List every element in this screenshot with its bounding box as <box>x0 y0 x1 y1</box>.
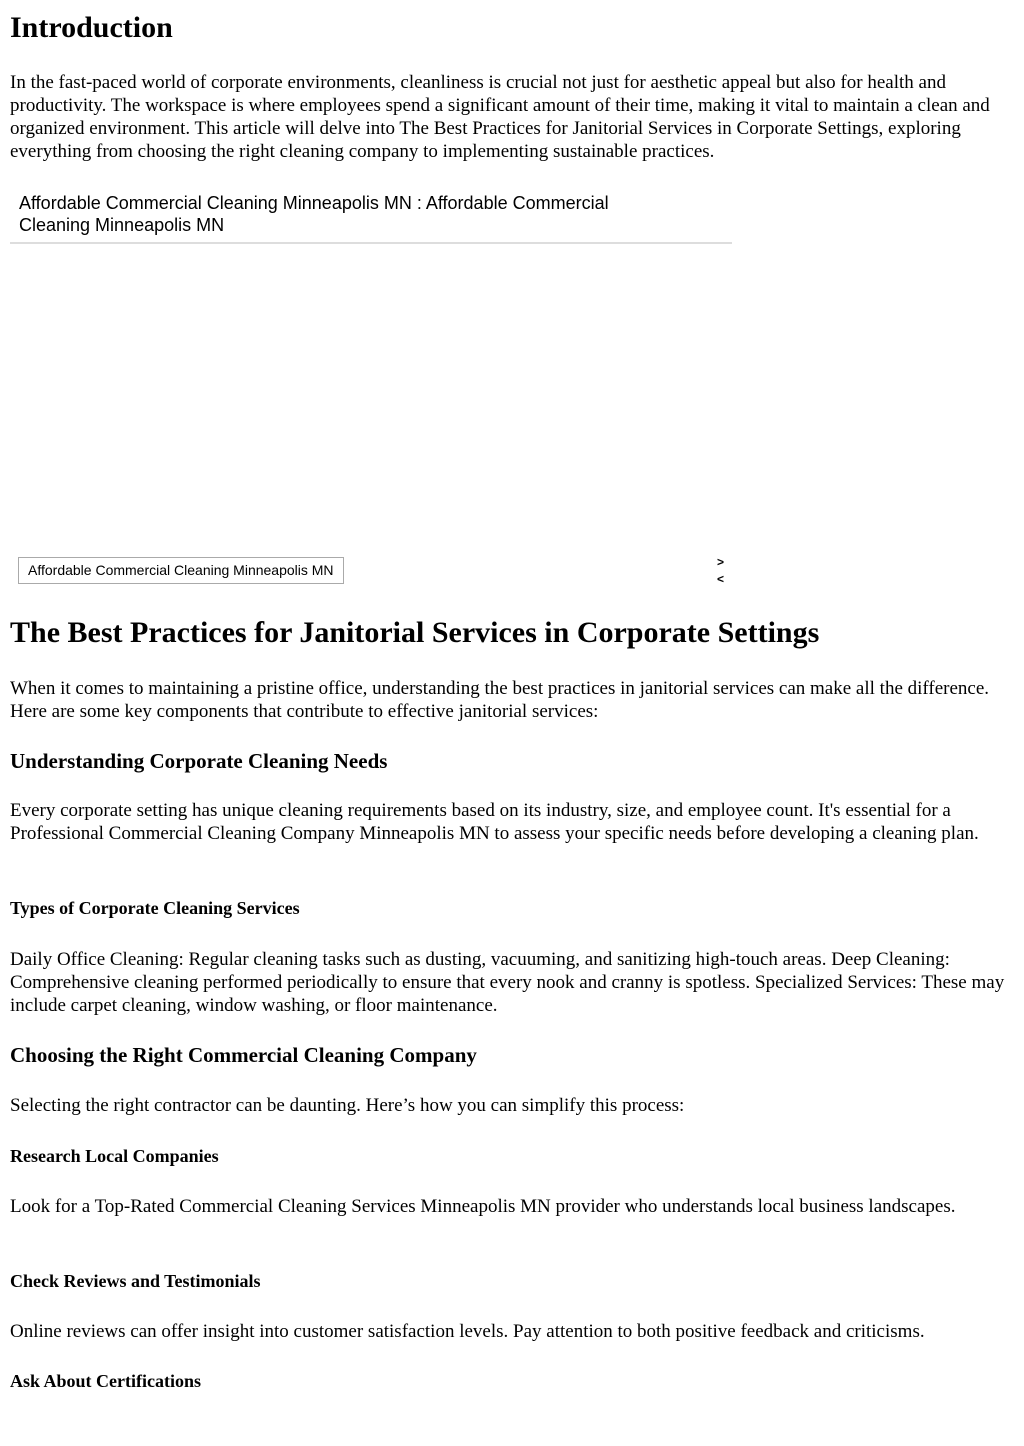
section-heading-types: Types of Corporate Cleaning Services <box>10 898 300 918</box>
section-heading-certifications: Ask About Certifications <box>10 1371 202 1391</box>
section-text-choosing: Selecting the right contractor can be daunting. Here’s how you can simplify this process: <box>10 1095 685 1116</box>
intro-heading: Introduction <box>10 11 173 44</box>
section-heading-research: Research Local Companies <box>10 1146 219 1166</box>
next-arrow-icon[interactable]: > <box>717 555 725 569</box>
intro-paragraph: In the fast-paced world of corporate environments, cleanliness is crucial not just for aesthetic appeal but also for health and productivity. The workspace is where employees spend a significant amount of their time, making it vital to maintain a clean and organized environment. This article will delve into The Best Practices for Janitorial Services in Corporate Settings, exploring everything from choosing the right cleaning company to implementing sustainable practices. <box>10 72 990 162</box>
section-heading-choosing: Choosing the Right Commercial Cleaning Company <box>10 1043 477 1067</box>
embed-header-title: Affordable Commercial Cleaning Minneapolis MN : Affordable Commercial Cleaning Minneapolis MN <box>19 193 609 235</box>
section-text-types: Daily Office Cleaning: Regular cleaning tasks such as dusting, vacuuming, and sanitizing high-touch areas. Deep Cleaning: Comprehensive cleaning performed periodically to ensure that every nook and cranny is spotless. Specialized Services: These may include carpet cleaning, window washing, or floor maintenance. <box>10 949 1005 1016</box>
article-title: The Best Practices for Janitorial Services in Corporate Settings <box>10 616 820 649</box>
embedded-slideshow <box>10 190 732 590</box>
section-text-reviews: Online reviews can offer insight into customer satisfaction levels. Pay attention to both positive feedback and criticisms. <box>10 1321 925 1342</box>
embed-tab-link[interactable]: Affordable Commercial Cleaning Minneapolis MN <box>18 557 344 584</box>
section-text-research: Look for a Top-Rated Commercial Cleaning Services Minneapolis MN provider who understands local business landscapes. <box>10 1196 956 1217</box>
section-heading-reviews: Check Reviews and Testimonials <box>10 1271 261 1291</box>
section-heading-understanding: Understanding Corporate Cleaning Needs <box>10 749 388 773</box>
prev-arrow-icon[interactable]: < <box>717 572 725 586</box>
section-text-understanding: Every corporate setting has unique cleaning requirements based on its industry, size, and employee count. It's essential for a Professional Commercial Cleaning Company Minneapolis MN to assess your specific needs before developing a cleaning plan. <box>10 800 979 844</box>
article-intro: When it comes to maintaining a pristine office, understanding the best practices in janitorial services can make all the difference. Here are some key components that contribute to effective janitorial services: <box>10 678 990 722</box>
embed-header-bar <box>10 190 732 244</box>
